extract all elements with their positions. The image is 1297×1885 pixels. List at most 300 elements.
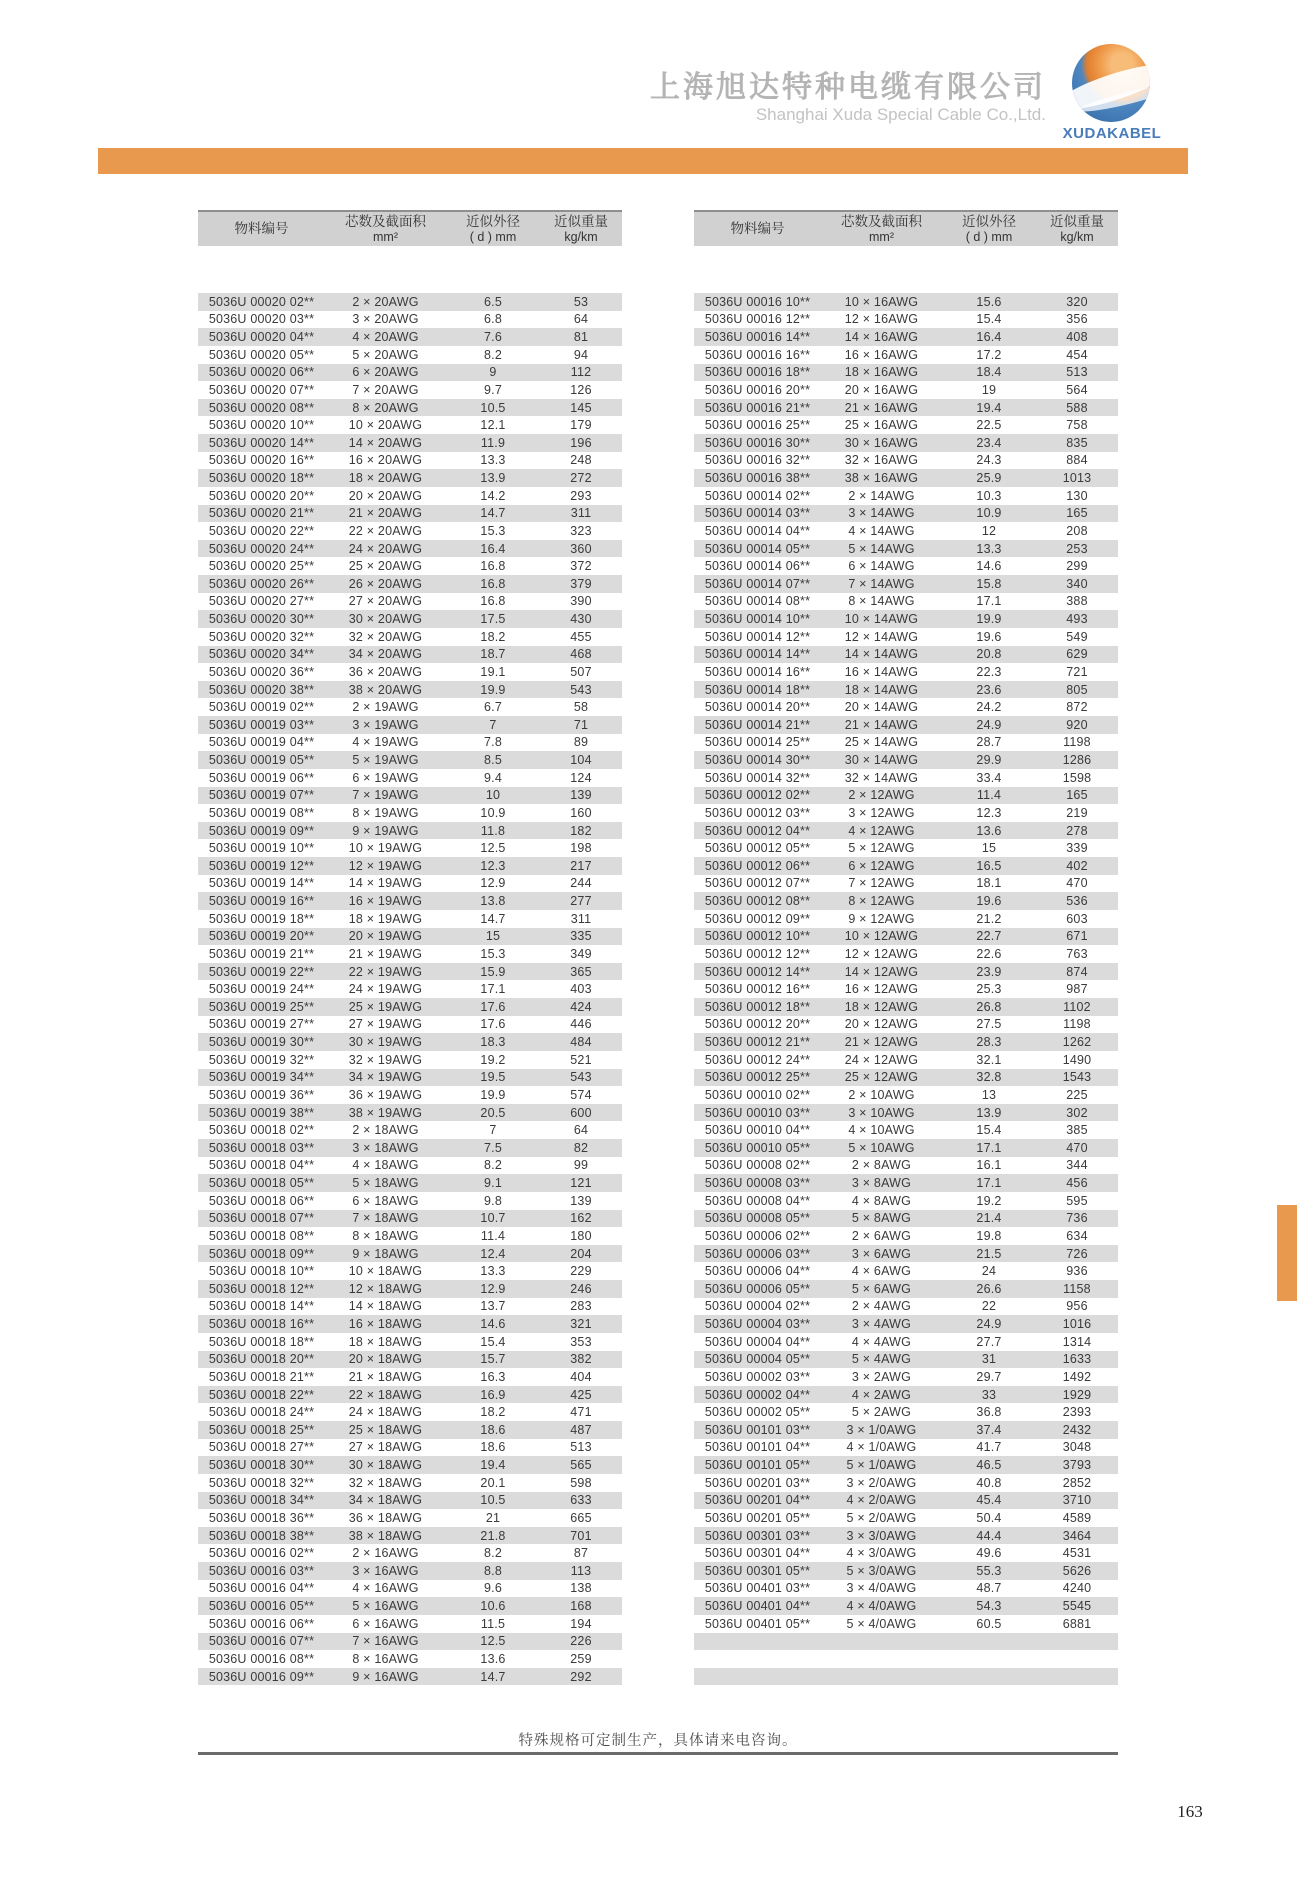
weight: 2393: [1062, 1405, 1092, 1420]
core-spec: 25 × 14AWG: [844, 735, 919, 750]
material-no: 5036U 00012 06**: [704, 858, 811, 873]
col-header-sub: kg/km: [1060, 229, 1094, 244]
core-spec: 20 × 14AWG: [844, 700, 919, 715]
core-spec: 5 × 20AWG: [352, 347, 419, 362]
table-row: [694, 1086, 1118, 1104]
table-row: [198, 963, 622, 981]
weight: 278: [1066, 823, 1088, 838]
core-spec: 25 × 20AWG: [348, 559, 423, 574]
material-no: 5036U 00002 03**: [704, 1369, 811, 1384]
weight: 470: [1066, 1140, 1088, 1155]
table-row: [198, 487, 622, 505]
table-row: [694, 980, 1118, 998]
core-spec: 38 × 19AWG: [348, 1105, 423, 1120]
weight: 726: [1066, 1246, 1088, 1261]
weight: 4589: [1062, 1510, 1092, 1525]
weight: 302: [1066, 1105, 1088, 1120]
table-row: [198, 1562, 622, 1580]
outer-diameter: 32.8: [976, 1070, 1002, 1085]
outer-diameter: 18.6: [480, 1422, 506, 1437]
table-row: [198, 1333, 622, 1351]
core-spec: 4 × 2/0AWG: [846, 1493, 917, 1508]
material-no: 5036U 00014 02**: [704, 488, 811, 503]
material-no: 5036U 00201 03**: [704, 1475, 811, 1490]
core-spec: 21 × 18AWG: [348, 1369, 423, 1384]
table-row: [694, 698, 1118, 716]
weight: 64: [573, 1123, 589, 1138]
weight: 701: [570, 1528, 592, 1543]
core-spec: 16 × 20AWG: [348, 453, 423, 468]
material-no: 5036U 00016 38**: [704, 471, 811, 486]
outer-diameter: 14.7: [480, 506, 506, 521]
table-row: [694, 751, 1118, 769]
core-spec: 24 × 20AWG: [348, 541, 423, 556]
table-row: [694, 505, 1118, 523]
weight: 671: [1066, 929, 1088, 944]
outer-diameter: 22.7: [976, 929, 1002, 944]
material-no: 5036U 00020 18**: [208, 471, 315, 486]
outer-diameter: 29.7: [976, 1369, 1002, 1384]
material-no: 5036U 00016 18**: [704, 365, 811, 380]
outer-diameter: 19.5: [480, 1070, 506, 1085]
table-row: [694, 1474, 1118, 1492]
table-row: [198, 1245, 622, 1263]
company-globe-logo-icon: [1072, 44, 1150, 122]
core-spec: 14 × 16AWG: [844, 330, 919, 345]
core-spec: 14 × 20AWG: [348, 435, 423, 450]
col-header-outer-diameter: [942, 213, 1036, 244]
outer-diameter: 23.9: [976, 964, 1002, 979]
core-spec: 3 × 12AWG: [848, 805, 915, 820]
weight: 139: [570, 788, 592, 803]
table-row: [694, 1544, 1118, 1562]
weight: 5545: [1062, 1599, 1092, 1614]
core-spec: 12 × 16AWG: [844, 312, 919, 327]
core-spec: 3 × 4AWG: [851, 1317, 912, 1332]
outer-diameter: 14.7: [480, 911, 506, 926]
outer-diameter: 13.6: [976, 823, 1002, 838]
table-row: [198, 1210, 622, 1228]
material-no: 5036U 00012 12**: [704, 946, 811, 961]
core-spec: 3 × 8AWG: [851, 1176, 912, 1191]
weight: 4240: [1062, 1581, 1092, 1596]
material-no: 5036U 00020 24**: [208, 541, 315, 556]
weight: 2852: [1062, 1475, 1092, 1490]
core-spec: 7 × 14AWG: [848, 576, 915, 591]
material-no: 5036U 00008 04**: [704, 1193, 811, 1208]
material-no: 5036U 00201 05**: [704, 1510, 811, 1525]
header-accent-bar: [98, 148, 1188, 174]
core-spec: 22 × 20AWG: [348, 523, 423, 538]
core-spec: 2 × 16AWG: [352, 1546, 419, 1561]
outer-diameter: 28.7: [976, 735, 1002, 750]
material-no: 5036U 00004 02**: [704, 1299, 811, 1314]
table-row: [198, 557, 622, 575]
outer-diameter: 48.7: [976, 1581, 1002, 1596]
outer-diameter: 11.8: [480, 823, 506, 838]
table-row: [694, 1403, 1118, 1421]
table-row: [198, 1227, 622, 1245]
core-spec: 4 × 14AWG: [848, 523, 915, 538]
weight: 4531: [1062, 1546, 1092, 1561]
table-row: [694, 487, 1118, 505]
outer-diameter: 17.1: [480, 982, 506, 997]
core-spec: 10 × 14AWG: [844, 612, 919, 627]
outer-diameter: 10.6: [480, 1599, 506, 1614]
table-row: [198, 769, 622, 787]
weight: 104: [570, 753, 592, 768]
material-no: 5036U 00101 04**: [704, 1440, 811, 1455]
col-header-label: 近似外径: [962, 214, 1016, 230]
core-spec: 4 × 3/0AWG: [846, 1546, 917, 1561]
outer-diameter: 54.3: [976, 1599, 1002, 1614]
outer-diameter: 10.9: [976, 506, 1002, 521]
core-spec: 24 × 12AWG: [844, 1052, 919, 1067]
core-spec: 38 × 16AWG: [844, 471, 919, 486]
material-no: 5036U 00014 25**: [704, 735, 811, 750]
table-row: [198, 928, 622, 946]
material-no: 5036U 00016 05**: [208, 1599, 315, 1614]
weight: 543: [570, 1070, 592, 1085]
core-spec: 27 × 18AWG: [348, 1440, 423, 1455]
material-no: 5036U 00019 12**: [208, 858, 315, 873]
core-spec: 20 × 20AWG: [348, 488, 423, 503]
weight: 446: [570, 1017, 592, 1032]
outer-diameter: 15.4: [976, 312, 1002, 327]
weight: 2432: [1062, 1422, 1092, 1437]
table-row: [198, 787, 622, 805]
weight: 139: [570, 1193, 592, 1208]
table-row: [198, 1386, 622, 1404]
table-row: [198, 857, 622, 875]
material-no: 5036U 00012 08**: [704, 894, 811, 909]
weight: 353: [570, 1334, 592, 1349]
outer-diameter: 21.8: [480, 1528, 506, 1543]
core-spec: 22 × 19AWG: [348, 964, 423, 979]
weight: 588: [1066, 400, 1088, 415]
weight: 1929: [1062, 1387, 1092, 1402]
material-no: 5036U 00012 07**: [704, 876, 811, 891]
table-row: [198, 1439, 622, 1457]
outer-diameter: 23.6: [976, 682, 1002, 697]
col-header-weight: [540, 213, 622, 244]
weight: 454: [1066, 347, 1088, 362]
outer-diameter: 55.3: [976, 1563, 1002, 1578]
outer-diameter: 18.1: [976, 876, 1002, 891]
material-no: 5036U 00020 07**: [208, 382, 315, 397]
weight: 402: [1066, 858, 1088, 873]
table-row: [198, 1121, 622, 1139]
material-no: 5036U 00020 25**: [208, 559, 315, 574]
table-row: [694, 311, 1118, 329]
core-spec: 30 × 18AWG: [348, 1458, 423, 1473]
outer-diameter: 6.7: [484, 700, 502, 715]
outer-diameter: 9.4: [484, 770, 502, 785]
core-spec: 34 × 19AWG: [348, 1070, 423, 1085]
outer-diameter: 12.5: [480, 1634, 506, 1649]
outer-diameter: 6.5: [484, 294, 502, 309]
core-spec: 10 × 12AWG: [844, 929, 919, 944]
table-row: [198, 540, 622, 558]
weight: 763: [1066, 946, 1088, 961]
outer-diameter: 29.9: [976, 753, 1002, 768]
material-no: 5036U 00012 24**: [704, 1052, 811, 1067]
core-spec: 36 × 19AWG: [348, 1087, 423, 1102]
outer-diameter: 12: [981, 523, 997, 538]
outer-diameter: 18.4: [976, 365, 1002, 380]
core-spec: 7 × 16AWG: [352, 1634, 419, 1649]
material-no: 5036U 00008 03**: [704, 1176, 811, 1191]
outer-diameter: 10.5: [480, 1493, 506, 1508]
table-row: [694, 1174, 1118, 1192]
weight: 487: [570, 1422, 592, 1437]
outer-diameter: 19.2: [480, 1052, 506, 1067]
table-row: [198, 1086, 622, 1104]
core-spec: 10 × 18AWG: [348, 1264, 423, 1279]
core-spec: 34 × 20AWG: [348, 647, 423, 662]
table-row: [198, 311, 622, 329]
table-row: [198, 681, 622, 699]
outer-diameter: 13.3: [976, 541, 1002, 556]
table-row: [198, 628, 622, 646]
weight: 390: [570, 594, 592, 609]
material-no: 5036U 00020 32**: [208, 629, 315, 644]
col-header-sub: ( d ) mm: [469, 229, 517, 244]
core-spec: 24 × 19AWG: [348, 982, 423, 997]
weight: 736: [1066, 1211, 1088, 1226]
col-header-label: 芯数及截面积: [841, 214, 922, 230]
table-row: [694, 416, 1118, 434]
outer-diameter: 8.2: [484, 347, 502, 362]
table-row: [198, 522, 622, 540]
material-no: 5036U 00018 09**: [208, 1246, 315, 1261]
material-no: 5036U 00018 24**: [208, 1405, 315, 1420]
weight: 603: [1066, 911, 1088, 926]
material-no: 5036U 00019 36**: [208, 1087, 315, 1102]
weight: 1158: [1063, 1281, 1091, 1296]
weight: 6881: [1062, 1616, 1092, 1631]
outer-diameter: 60.5: [976, 1616, 1002, 1631]
outer-diameter: 24: [981, 1264, 997, 1279]
table-row: [198, 416, 622, 434]
table-row: [694, 928, 1118, 946]
table-row: [198, 1492, 622, 1510]
outer-diameter: 12.9: [480, 876, 506, 891]
table-body: [694, 293, 1118, 1685]
table-row: [694, 646, 1118, 664]
outer-diameter: 13.3: [480, 1264, 506, 1279]
outer-diameter: 18.3: [480, 1035, 506, 1050]
core-spec: 3 × 20AWG: [352, 312, 419, 327]
core-spec: 8 × 16AWG: [352, 1651, 419, 1666]
table-body: [198, 293, 622, 1685]
material-no: 5036U 00016 21**: [704, 400, 811, 415]
weight: 130: [1066, 488, 1088, 503]
outer-diameter: 16.9: [480, 1387, 506, 1402]
core-spec: 20 × 19AWG: [348, 929, 423, 944]
outer-diameter: 12.5: [480, 841, 506, 856]
core-spec: 5 × 6AWG: [851, 1281, 912, 1296]
weight: 5626: [1062, 1563, 1092, 1578]
outer-diameter: 20.8: [976, 647, 1002, 662]
outer-diameter: 36.8: [976, 1405, 1002, 1420]
core-spec: 36 × 20AWG: [348, 664, 423, 679]
weight: 340: [1066, 576, 1088, 591]
core-spec: 4 × 16AWG: [352, 1581, 419, 1596]
weight: 81: [573, 330, 589, 345]
weight: 468: [570, 647, 592, 662]
material-no: 5036U 00014 08**: [704, 594, 811, 609]
weight: 600: [570, 1105, 592, 1120]
material-no: 5036U 00401 04**: [704, 1599, 811, 1614]
table-row: [198, 839, 622, 857]
weight: 138: [570, 1581, 592, 1596]
table-row: [694, 364, 1118, 382]
table-row: [694, 1562, 1118, 1580]
table-row: [694, 540, 1118, 558]
weight: 3710: [1062, 1493, 1092, 1508]
core-spec: 27 × 20AWG: [348, 594, 423, 609]
core-spec: 7 × 19AWG: [352, 788, 419, 803]
outer-diameter: 7: [489, 1123, 497, 1138]
core-spec: 25 × 19AWG: [348, 999, 423, 1014]
material-no: 5036U 00016 20**: [704, 382, 811, 397]
material-no: 5036U 00019 21**: [208, 946, 315, 961]
core-spec: 5 × 1/0AWG: [846, 1458, 917, 1473]
outer-diameter: 19.9: [480, 682, 506, 697]
material-no: 5036U 00010 02**: [704, 1087, 811, 1102]
weight: 424: [570, 999, 592, 1014]
table-row: [198, 328, 622, 346]
material-no: 5036U 00401 05**: [704, 1616, 811, 1631]
material-no: 5036U 00018 04**: [208, 1158, 315, 1173]
outer-diameter: 19.4: [480, 1458, 506, 1473]
outer-diameter: 26.6: [976, 1281, 1002, 1296]
table-row: [198, 1474, 622, 1492]
core-spec: 21 × 16AWG: [844, 400, 919, 415]
outer-diameter: 7.5: [484, 1140, 502, 1155]
weight: 71: [573, 717, 589, 732]
outer-diameter: 16.8: [480, 576, 506, 591]
table-row: [198, 1069, 622, 1087]
material-no: 5036U 00014 20**: [704, 700, 811, 715]
table-row: [694, 1439, 1118, 1457]
core-spec: 5 × 10AWG: [848, 1140, 915, 1155]
core-spec: 3 × 16AWG: [352, 1563, 419, 1578]
material-no: 5036U 00012 20**: [704, 1017, 811, 1032]
weight: 323: [570, 523, 592, 538]
table-row: [694, 910, 1118, 928]
material-no: 5036U 00012 04**: [704, 823, 811, 838]
weight: 456: [1066, 1176, 1088, 1191]
table-row: [694, 892, 1118, 910]
table-row: [198, 1456, 622, 1474]
table-row: [198, 1033, 622, 1051]
core-spec: 3 × 14AWG: [848, 506, 915, 521]
table-header-row: [694, 210, 1118, 246]
table-row: [694, 998, 1118, 1016]
outer-diameter: 33.4: [976, 770, 1002, 785]
material-no: 5036U 00019 05**: [208, 753, 315, 768]
weight: 513: [570, 1440, 592, 1455]
weight: 168: [570, 1599, 592, 1614]
table-row: [198, 910, 622, 928]
core-spec: 10 × 16AWG: [844, 294, 919, 309]
table-row: [694, 1368, 1118, 1386]
table-row: [694, 346, 1118, 364]
table-row: [198, 1615, 622, 1633]
outer-diameter: 23.4: [976, 435, 1002, 450]
core-spec: 5 × 8AWG: [851, 1211, 912, 1226]
weight: 3464: [1062, 1528, 1092, 1543]
material-no: 5036U 00020 21**: [208, 506, 315, 521]
material-no: 5036U 00019 34**: [208, 1070, 315, 1085]
core-spec: 6 × 18AWG: [352, 1193, 419, 1208]
weight: 513: [1066, 365, 1088, 380]
core-spec: 20 × 12AWG: [844, 1017, 919, 1032]
table-row: [198, 1139, 622, 1157]
material-no: 5036U 00016 16**: [704, 347, 811, 362]
core-spec: 14 × 12AWG: [844, 964, 919, 979]
core-spec: 9 × 19AWG: [352, 823, 419, 838]
outer-diameter: 46.5: [976, 1458, 1002, 1473]
weight: 82: [573, 1140, 589, 1155]
outer-diameter: 25.3: [976, 982, 1002, 997]
table-row: [198, 980, 622, 998]
outer-diameter: 19.9: [976, 612, 1002, 627]
core-spec: 12 × 12AWG: [844, 946, 919, 961]
outer-diameter: 24.3: [976, 453, 1002, 468]
outer-diameter: 21.4: [976, 1211, 1002, 1226]
outer-diameter: 37.4: [976, 1422, 1002, 1437]
material-no: 5036U 00301 04**: [704, 1546, 811, 1561]
core-spec: 5 × 2/0AWG: [846, 1510, 917, 1525]
core-spec: 6 × 20AWG: [352, 365, 419, 380]
material-no: 5036U 00019 18**: [208, 911, 315, 926]
outer-diameter: 21: [485, 1510, 501, 1525]
outer-diameter: 12.1: [480, 418, 506, 433]
weight: 248: [570, 453, 592, 468]
material-no: 5036U 00014 21**: [704, 717, 811, 732]
table-row: [694, 1192, 1118, 1210]
weight: 1492: [1062, 1369, 1092, 1384]
outer-diameter: 16.4: [976, 330, 1002, 345]
material-no: 5036U 00020 36**: [208, 664, 315, 679]
table-row: [198, 663, 622, 681]
table-row: [694, 1351, 1118, 1369]
weight: 1102: [1063, 999, 1091, 1014]
core-spec: 38 × 18AWG: [348, 1528, 423, 1543]
outer-diameter: 17.6: [480, 999, 506, 1014]
material-no: 5036U 00401 03**: [704, 1581, 811, 1596]
weight: 124: [570, 770, 592, 785]
core-spec: 5 × 4/0AWG: [846, 1616, 917, 1631]
outer-diameter: 15.7: [480, 1352, 506, 1367]
weight: 113: [570, 1563, 592, 1578]
col-header-material-no: [198, 220, 325, 238]
outer-diameter: 18.7: [480, 647, 506, 662]
weight: 1016: [1062, 1317, 1092, 1332]
core-spec: 32 × 16AWG: [844, 453, 919, 468]
outer-diameter: 25.9: [976, 471, 1002, 486]
weight: 1286: [1062, 753, 1092, 768]
table-row: [694, 575, 1118, 593]
material-no: 5036U 00006 02**: [704, 1228, 811, 1243]
table-row: [198, 1157, 622, 1175]
material-no: 5036U 00014 18**: [704, 682, 811, 697]
material-no: 5036U 00018 22**: [208, 1387, 315, 1402]
table-row: [694, 1580, 1118, 1598]
